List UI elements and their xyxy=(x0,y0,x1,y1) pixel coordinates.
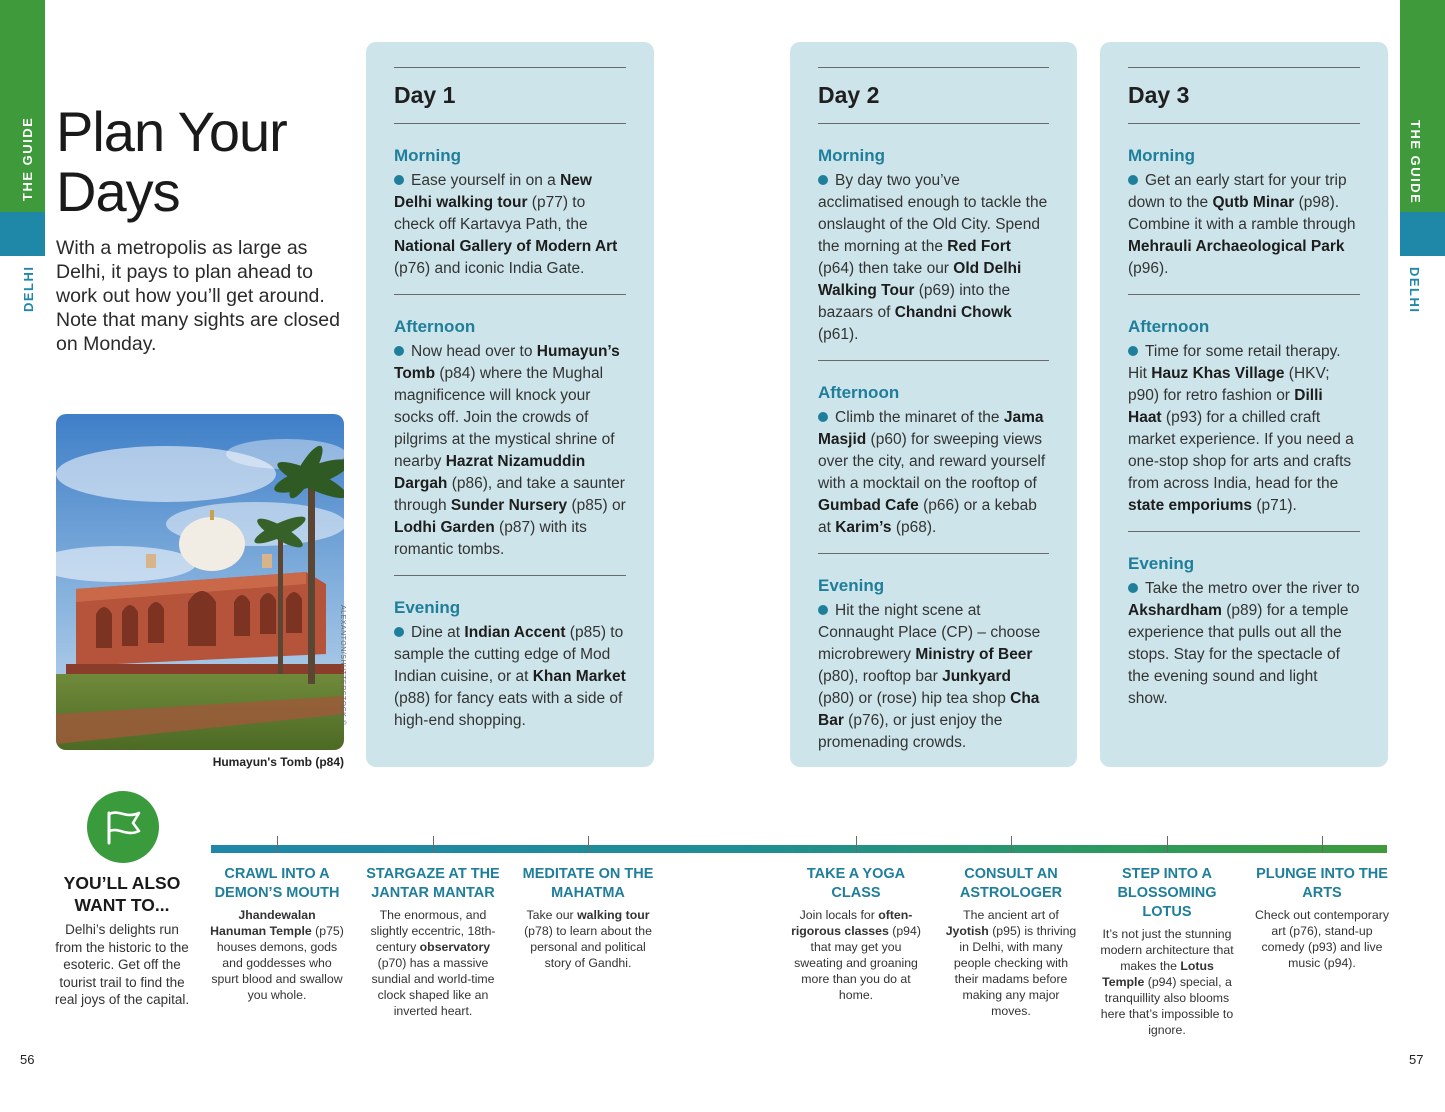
also-item-heading: STARGAZE AT THE JANTAR MANTAR xyxy=(366,866,500,901)
section-text: Time for some retail therapy. Hit Hauz Khas Village (HKV; p90) for retro fashion or Dilli Haat (p93) for a chilled craft market experience. If you need a one-stop shop for arts and crafts from across India, head for the state emporiums (p71). xyxy=(1128,343,1354,514)
page-title-line-2: Days xyxy=(56,160,180,223)
bullet-dot-icon xyxy=(394,346,404,356)
also-item-heading: CONSULT AN ASTROLOGER xyxy=(959,866,1063,901)
also-item xyxy=(1099,865,1235,1038)
page-number-right: 57 xyxy=(1409,1052,1424,1067)
also-item xyxy=(209,865,345,1003)
bold-place-name: Sunder Nursery xyxy=(450,497,568,514)
day-card-1 xyxy=(366,42,654,767)
timeline-tick xyxy=(588,836,589,853)
bold-place-name: Indian Accent xyxy=(464,624,566,641)
bold-place-name: Karim’s xyxy=(835,519,892,536)
section-heading: Evening xyxy=(818,576,885,595)
bold-place-name: Red Fort xyxy=(947,238,1011,255)
day-section-morning xyxy=(394,124,626,294)
bold-place-name: Cha Bar xyxy=(818,690,1040,729)
humayuns-tomb-photo xyxy=(56,414,344,750)
section-heading: Morning xyxy=(394,146,462,165)
section-heading: Morning xyxy=(818,146,886,165)
day-title: Day 1 xyxy=(394,82,456,108)
bold-place-name: Qutb Minar xyxy=(1212,194,1295,211)
also-item xyxy=(943,865,1079,1019)
also-item-text: It’s not just the stunning modern architecture that makes the Lotus Temple (p94) special, a tranquillity also blooms here that’s impossible to ignore. xyxy=(1100,927,1234,1037)
day-section-evening xyxy=(1128,532,1360,724)
bold-place-name: Khan Market xyxy=(532,668,626,685)
side-label-guide-left: THE GUIDE xyxy=(20,116,35,201)
also-item-text: The enormous, and slightly eccentric, 18th-century observatory (p70) has a massive sundial and world-time clock shaped like an inverted heart. xyxy=(370,908,496,1018)
day-section-morning xyxy=(818,124,1049,360)
also-item-text: The ancient art of Jyotish (p95) is thriving in Delhi, with many people checking with their madams before making any major moves. xyxy=(945,908,1077,1018)
bold-place-name: Dilli Haat xyxy=(1128,387,1323,426)
bold-place-name: Junkyard xyxy=(942,668,1011,685)
intro-text: With a metropolis as large as Delhi, it pays to plan ahead to work out how you’ll get around. Note that many sights are closed on Monday. xyxy=(56,237,340,355)
bold-place-name: Jama Masjid xyxy=(818,409,1044,448)
day-card-2 xyxy=(790,42,1077,767)
timeline-tick xyxy=(1011,836,1012,853)
day-section-afternoon xyxy=(394,295,626,575)
bold-place-name: Jhandewalan Hanuman Temple xyxy=(210,908,316,938)
bold-place-name: Hauz Khas Village xyxy=(1151,365,1285,382)
also-item xyxy=(1254,865,1390,971)
day-section-evening xyxy=(818,554,1049,768)
also-title: YOU’LL ALSO WANT TO... xyxy=(63,873,181,915)
side-tab-city-right xyxy=(1400,212,1445,256)
flag-icon xyxy=(101,807,145,847)
bold-place-name: Hazrat Nizamuddin Dargah xyxy=(394,453,586,492)
page-title xyxy=(56,102,287,222)
bold-place-name: walking tour xyxy=(577,908,650,922)
timeline-tick xyxy=(277,836,278,853)
timeline-tick xyxy=(856,836,857,853)
also-item-heading: STEP INTO A BLOSSOMING LOTUS xyxy=(1117,866,1217,920)
also-item xyxy=(520,865,656,971)
timeline-tick xyxy=(1167,836,1168,853)
also-item-text: Join locals for often-rigorous classes (p94) that may get you sweating and groaning more than you do at home. xyxy=(791,908,921,1002)
also-item-text: Check out contemporary art (p76), stand-up comedy (p93) and live music (p94). xyxy=(1255,908,1389,970)
also-item-text: Take our walking tour (p78) to learn about the personal and political story of Gandhi. xyxy=(524,908,652,970)
side-label-guide-right: THE GUIDE xyxy=(1408,120,1423,205)
section-heading: Afternoon xyxy=(1128,317,1210,336)
section-heading: Evening xyxy=(1128,554,1195,573)
bullet-dot-icon xyxy=(818,605,828,615)
bullet-dot-icon xyxy=(818,175,828,185)
bold-place-name: state emporiums xyxy=(1128,497,1253,514)
day-section-afternoon xyxy=(1128,295,1360,531)
day-title: Day 2 xyxy=(818,82,880,108)
bullet-dot-icon xyxy=(394,627,404,637)
section-heading: Afternoon xyxy=(818,383,900,402)
also-item xyxy=(365,865,501,1019)
bullet-dot-icon xyxy=(1128,175,1138,185)
bold-place-name: Akshardham xyxy=(1128,602,1222,619)
also-item-heading: TAKE A YOGA CLASS xyxy=(806,866,906,901)
bullet-dot-icon xyxy=(818,412,828,422)
bold-place-name: observatory xyxy=(419,940,491,954)
bold-place-name: Humayun’s Tomb xyxy=(394,343,620,382)
also-item-heading: PLUNGE INTO THE ARTS xyxy=(1256,866,1388,901)
section-text: Hit the night scene at Connaught Place (CP) – choose microbrewery Ministry of Beer (p80), rooftop bar Junkyard (p80) or (rose) hip tea shop Cha Bar (p76), or just enjoy the promenading crowds. xyxy=(818,602,1041,751)
bold-place-name: Mehrauli Archaeological Park xyxy=(1128,238,1345,255)
flag-badge xyxy=(87,791,159,863)
photo-credit: ALEXANTON/SHUTTERSTOCK © xyxy=(339,605,346,726)
side-tab-city-left xyxy=(0,212,45,256)
timeline-tick xyxy=(1322,836,1323,853)
day-section-afternoon xyxy=(818,361,1049,553)
side-label-city-right: DELHI xyxy=(1407,267,1422,314)
page-number-left: 56 xyxy=(20,1052,35,1067)
bold-place-name: Lotus Temple xyxy=(1102,959,1214,989)
section-text: Ease yourself in on a New Delhi walking tour (p77) to check off Kartavya Path, the National Gallery of Modern Art (p76) and iconic India Gate. xyxy=(394,172,618,277)
section-text: By day two you’ve acclimatised enough to tackle the onslaught of the Old City. Spend the morning at the Red Fort (p64) then take our Old Delhi Walking Tour (p69) into the bazaars of Chandni Chowk (p61). xyxy=(818,172,1048,343)
timeline-bar xyxy=(211,845,1387,853)
section-text: Climb the minaret of the Jama Masjid (p60) for sweeping views over the city, and reward yourself with a mocktail on the rooftop of Gumbad Cafe (p66) or a kebab at Karim’s (p68). xyxy=(818,409,1046,536)
section-text: Take the metro over the river to Akshardham (p89) for a temple experience that pulls out all the stops. Stay for the spectacle of the evening sound and light show. xyxy=(1128,580,1360,707)
section-heading: Afternoon xyxy=(394,317,476,336)
timeline-tick xyxy=(433,836,434,853)
bold-place-name: Gumbad Cafe xyxy=(818,497,919,514)
side-label-city-left: DELHI xyxy=(21,265,36,312)
day-title: Day 3 xyxy=(1128,82,1190,108)
section-text: Get an early start for your trip down to the Qutb Minar (p98). Combine it with a ramble through Mehrauli Archaeological Park (p96). xyxy=(1128,172,1356,277)
section-text: Dine at Indian Accent (p85) to sample the cutting edge of Mod Indian cuisine, or at Khan Market (p88) for fancy eats with a side of high-end shopping. xyxy=(394,624,626,729)
bullet-dot-icon xyxy=(1128,583,1138,593)
bullet-dot-icon xyxy=(1128,346,1138,356)
bold-place-name: Old Delhi Walking Tour xyxy=(818,260,1022,299)
bold-place-name: often-rigorous classes xyxy=(791,908,913,938)
bold-place-name: National Gallery of Modern Art xyxy=(394,238,618,255)
bold-place-name: New Delhi walking tour xyxy=(394,172,592,211)
also-item-heading: MEDITATE ON THE MAHATMA xyxy=(522,866,654,901)
bold-place-name: Jyotish xyxy=(945,924,989,938)
bold-place-name: Lodhi Garden xyxy=(394,519,495,536)
page-title-line-1: Plan Your xyxy=(56,100,287,163)
also-item-heading: CRAWL INTO A DEMON’S MOUTH xyxy=(214,866,340,901)
also-item-text: Jhandewalan Hanuman Temple (p75) houses demons, gods and goddesses who spurt blood and swallow you whole. xyxy=(210,908,344,1002)
photo-caption: Humayun's Tomb (p84) xyxy=(212,755,344,769)
day-section-morning xyxy=(1128,124,1360,294)
bullet-dot-icon xyxy=(394,175,404,185)
section-text: Now head over to Humayun’s Tomb (p84) where the Mughal magnificence will knock your socks off. Join the crowds of pilgrims at the mystical shrine of nearby Hazrat Nizamuddin Dargah (p86), and take a saunter through Sunder Nursery (p85) or Lodhi Garden (p87) with its romantic tombs. xyxy=(394,343,626,558)
bold-place-name: Chandni Chowk xyxy=(894,304,1012,321)
also-item xyxy=(788,865,924,1003)
section-heading: Evening xyxy=(394,598,461,617)
day-section-evening xyxy=(394,576,626,746)
section-heading: Morning xyxy=(1128,146,1196,165)
also-intro: Delhi’s delights run from the historic to the esoteric. Get off the tourist trail to find the real joys of the capital. xyxy=(54,922,190,1007)
bold-place-name: Ministry of Beer xyxy=(915,646,1033,663)
day-card-3 xyxy=(1100,42,1388,767)
